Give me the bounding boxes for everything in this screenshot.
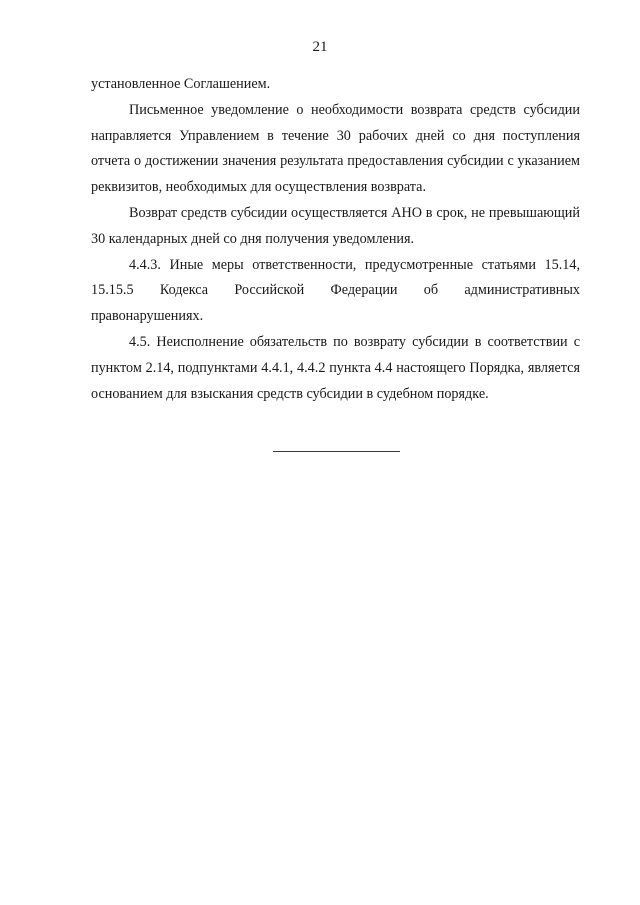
paragraph-return-deadline: Возврат средств субсидии осуществляется АНО в срок, не превышающий 30 календарных дней со дня получения уведомления. bbox=[91, 204, 580, 247]
paragraph-4-5: 4.5. Неисполнение обязательств по возврату субсидии в соответствии с пунктом 2.14, подпунктами 4.4.1, 4.4.2 пункта 4.4 настоящего Порядка, является основанием для взыскания средств субсидии в судебном порядке. bbox=[91, 333, 580, 402]
end-of-text-divider bbox=[273, 451, 400, 452]
paragraph-agreement-continuation: установленное Соглашением. bbox=[91, 76, 271, 92]
page-number: 21 bbox=[312, 39, 328, 55]
document-body bbox=[91, 72, 580, 407]
paragraph-return-notice: Письменное уведомление о необходимости возврата средств субсидии направляется Управлением в течение 30 рабочих дней со дня поступления отчета о достижении значения результата предоставления субсидии с указанием реквизитов, необходимых для осуществления возврата. bbox=[91, 101, 580, 196]
paragraph-4-4-3: 4.4.3. Иные меры ответственности, предусмотренные статьями 15.14, 15.15.5 Кодекса Российской Федерации об административных правонарушениях. bbox=[91, 256, 580, 325]
